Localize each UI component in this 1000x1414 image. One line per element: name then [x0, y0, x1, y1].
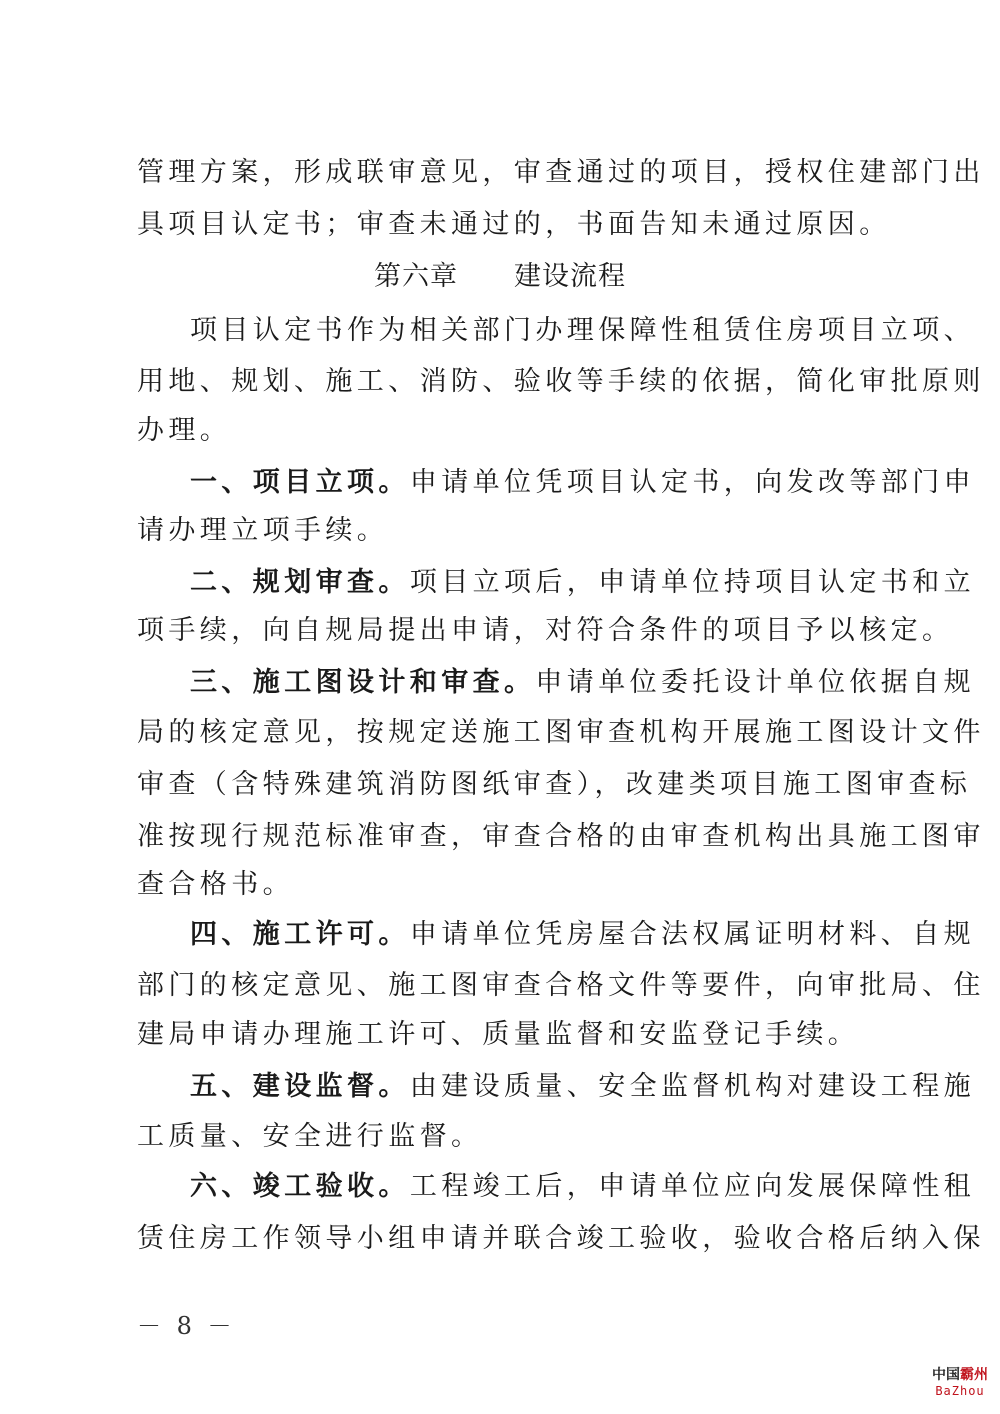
section-3-line-3: 审查（含特殊建筑消防图纸审查），改建类项目施工图审查标: [137, 769, 972, 800]
section-2-text: 项目立项后，申请单位持项目认定书和立: [409, 567, 976, 598]
section-2-title: 二、规划审查。: [190, 567, 410, 598]
section-6-line-1: [190, 1170, 976, 1204]
watermark-text-black: 中国: [932, 1367, 960, 1383]
section-3-line-4: 准按现行规范标准审查，审查合格的由审查机构出具施工图审: [137, 821, 985, 852]
section-6-line-2: 赁住房工作领导小组申请并联合竣工验收，验收合格后纳入保: [137, 1223, 985, 1254]
text-line-4: 项目认定书作为相关部门办理保障性租赁住房项目立项、: [190, 315, 975, 346]
text-line-2: 具项目认定书；审查未通过的，书面告知未通过原因。: [137, 209, 891, 240]
section-5-text: 由建设质量、安全监督机构对建设工程施: [409, 1071, 976, 1102]
section-4-line-3: 建局申请办理施工许可、质量监督和安监登记手续。: [137, 1019, 860, 1050]
text-line-5: 用地、规划、施工、消防、验收等手续的依据，简化审批原则: [137, 366, 985, 397]
section-5-line-1: [190, 1070, 976, 1104]
section-1-text: 申请单位凭项目认定书，向发改等部门申: [409, 467, 976, 498]
section-4-line-1: [190, 918, 976, 952]
chapter-heading: 第六章 建设流程: [374, 261, 626, 292]
section-4-line-2: 部门的核定意见、施工图审查合格文件等要件，向审批局、住: [137, 970, 985, 1001]
section-3-line-2: 局的核定意见，按规定送施工图审查机构开展施工图设计文件: [137, 717, 985, 748]
section-1-title: 一、项目立项。: [190, 467, 410, 498]
text-line-1: 管理方案，形成联审意见，审查通过的项目，授权住建部门出: [137, 157, 985, 188]
page-number: － 8 －: [137, 1312, 236, 1340]
section-4-text: 申请单位凭房屋合法权属证明材料、自规: [409, 919, 976, 950]
section-1-line-1: [190, 466, 976, 500]
text-line-6: 办理。: [137, 415, 232, 446]
watermark-text-red: 霸州: [960, 1367, 988, 1383]
section-4-title: 四、施工许可。: [190, 919, 410, 950]
section-6-title: 六、竣工验收。: [190, 1171, 410, 1202]
watermark-text-latin: BaZhou: [935, 1384, 985, 1398]
section-6-text: 工程竣工后，申请单位应向发展保障性租: [409, 1171, 976, 1202]
section-2-line-1: [190, 566, 976, 600]
section-1-line-2: 请办理立项手续。: [137, 515, 389, 546]
section-2-line-2: 项手续，向自规局提出申请，对符合条件的项目予以核定。: [137, 615, 954, 646]
section-5-title: 五、建设监督。: [190, 1071, 410, 1102]
section-3-text: 申请单位委托设计单位依据自规: [535, 667, 976, 698]
section-3-line-1: [190, 666, 976, 700]
bazhou-watermark-logo: [920, 1366, 1000, 1414]
section-3-line-5: 查合格书。: [137, 869, 294, 900]
section-5-line-2: 工质量、安全进行监督。: [137, 1121, 483, 1152]
section-3-title: 三、施工图设计和审查。: [190, 667, 536, 698]
